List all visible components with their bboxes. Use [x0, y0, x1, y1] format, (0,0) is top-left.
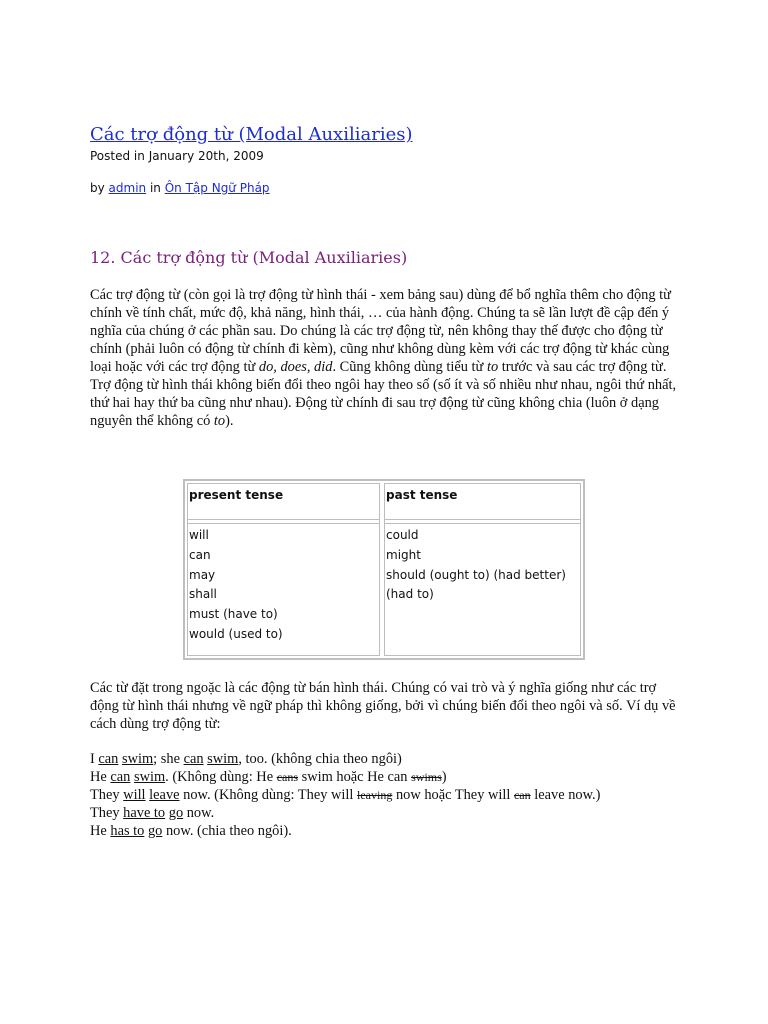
modal-word: will	[123, 787, 146, 803]
modal-word: can	[98, 751, 119, 767]
past-tense-item: might	[386, 547, 421, 562]
verb-word: swim	[207, 751, 239, 767]
modal-auxiliaries-table	[183, 479, 585, 660]
struck-word: leaving	[357, 788, 393, 802]
semi-modal-paragraph: Các từ đặt trong ngoặc là các động từ bán hình thái. Chúng có vai trò và ý nghĩa giống như các trợ động từ hình thái nhưng về ngữ pháp thì không giống, bởi vì chúng biến đổi theo ngôi và số. Ví dụ về cách dùng trợ động từ:	[90, 680, 676, 732]
past-tense-item: could	[386, 528, 419, 542]
example-text: now.	[183, 805, 215, 821]
byline	[90, 181, 270, 195]
intro-italic-do-does-did: do, does, did	[258, 359, 333, 375]
example-line	[90, 786, 600, 804]
example-text: He	[90, 769, 111, 785]
example-text: . (Không dùng: He	[165, 769, 277, 785]
intro-text-1: Các trợ động từ (còn gọi là trợ động từ hình thái - xem bảng sau) dùng để bổ nghĩa thêm cho động từ chính về tính chất, mức độ, khả năng, hình thái, … của hành động. Chúng ta sẽ lần lượt đề cập đến ý nghĩa của chúng ở các phần sau. Do chúng là các trợ động từ, nên không thay thế được cho động từ chính (phải luôn có động từ chính đi kèm), cũng như không dùng kèm với các trợ động từ khác cùng loại hoặc với các trợ động từ	[90, 287, 671, 375]
intro-text-2: . Cũng không dùng tiểu từ	[332, 359, 487, 375]
category-link[interactable]: Ôn Tập Ngữ Pháp	[164, 181, 270, 195]
example-line	[90, 750, 600, 768]
present-tense-item: must (have to)	[189, 607, 278, 622]
example-text: They	[90, 805, 124, 821]
header-divider	[385, 519, 580, 524]
example-text: )	[441, 769, 447, 785]
example-line	[90, 804, 600, 822]
modal-word: can	[110, 769, 131, 785]
verb-word: swim	[133, 769, 166, 785]
intro-paragraph	[90, 286, 680, 430]
example-text: leave now.)	[530, 787, 601, 803]
present-tense-item: can	[189, 547, 211, 562]
past-tense-item: should (ought to) (had better)	[386, 567, 566, 582]
example-text: ; she	[153, 751, 184, 767]
author-link[interactable]: admin	[108, 181, 147, 195]
present-tense-column	[187, 483, 380, 656]
modal-word: have to	[123, 805, 166, 821]
past-tense-list	[386, 526, 566, 605]
present-tense-item: would (used to)	[189, 626, 283, 641]
examples-block	[90, 750, 600, 840]
example-text: now hoặc They will	[392, 787, 514, 803]
struck-word: can	[513, 788, 531, 802]
struck-word: swims	[411, 770, 442, 784]
present-tense-item: will	[189, 528, 209, 542]
section-heading: 12. Các trợ động từ (Modal Auxiliaries)	[90, 248, 408, 267]
verb-word: go	[147, 823, 163, 839]
example-line	[90, 822, 600, 840]
in-word: in	[146, 181, 165, 195]
header-divider	[188, 519, 379, 524]
posted-prefix: Posted in	[90, 149, 149, 163]
past-tense-column	[384, 483, 581, 656]
verb-word: go	[168, 805, 184, 821]
verb-word: swim	[121, 751, 154, 767]
example-text: now. (Không dùng: They will	[179, 787, 358, 803]
post-title-link[interactable]: Các trợ động từ (Modal Auxiliaries)	[90, 124, 413, 145]
struck-word: cans	[276, 770, 299, 784]
present-tense-item: shall	[189, 587, 217, 602]
past-tense-item: (had to)	[386, 587, 434, 602]
verb-word: leave	[149, 787, 180, 803]
example-text: He	[90, 823, 111, 839]
by-prefix: by	[90, 181, 109, 195]
intro-italic-to-2: to	[213, 413, 226, 429]
intro-italic-to-1: to	[486, 359, 499, 375]
present-tense-item: may	[189, 567, 216, 582]
posted-date: January 20th, 2009	[148, 149, 264, 163]
example-text: , too. (không chia theo ngôi)	[238, 751, 402, 767]
present-tense-header: present tense	[189, 488, 284, 502]
modal-word: has to	[110, 823, 145, 839]
present-tense-list	[189, 526, 283, 645]
past-tense-header: past tense	[386, 488, 458, 502]
example-line	[90, 768, 600, 786]
posted-date-line	[90, 149, 264, 163]
example-text: They	[90, 787, 124, 803]
example-text: swim hoặc He can	[298, 769, 412, 785]
example-text: I	[90, 751, 99, 767]
intro-text-3: trước và sau các trợ động từ. Trợ động từ hình thái không biến đổi theo ngôi hay theo số (số ít và số nhiều như nhau, ngôi thứ nhất, thứ hai hay thứ ba cũng như nhau). Động từ chính đi sau trợ động từ cũng không chia (luôn ở dạng nguyên thể không có	[90, 359, 677, 429]
intro-text-4: ).	[225, 413, 234, 429]
example-text: now. (chia theo ngôi).	[162, 823, 292, 839]
modal-word: can	[183, 751, 204, 767]
